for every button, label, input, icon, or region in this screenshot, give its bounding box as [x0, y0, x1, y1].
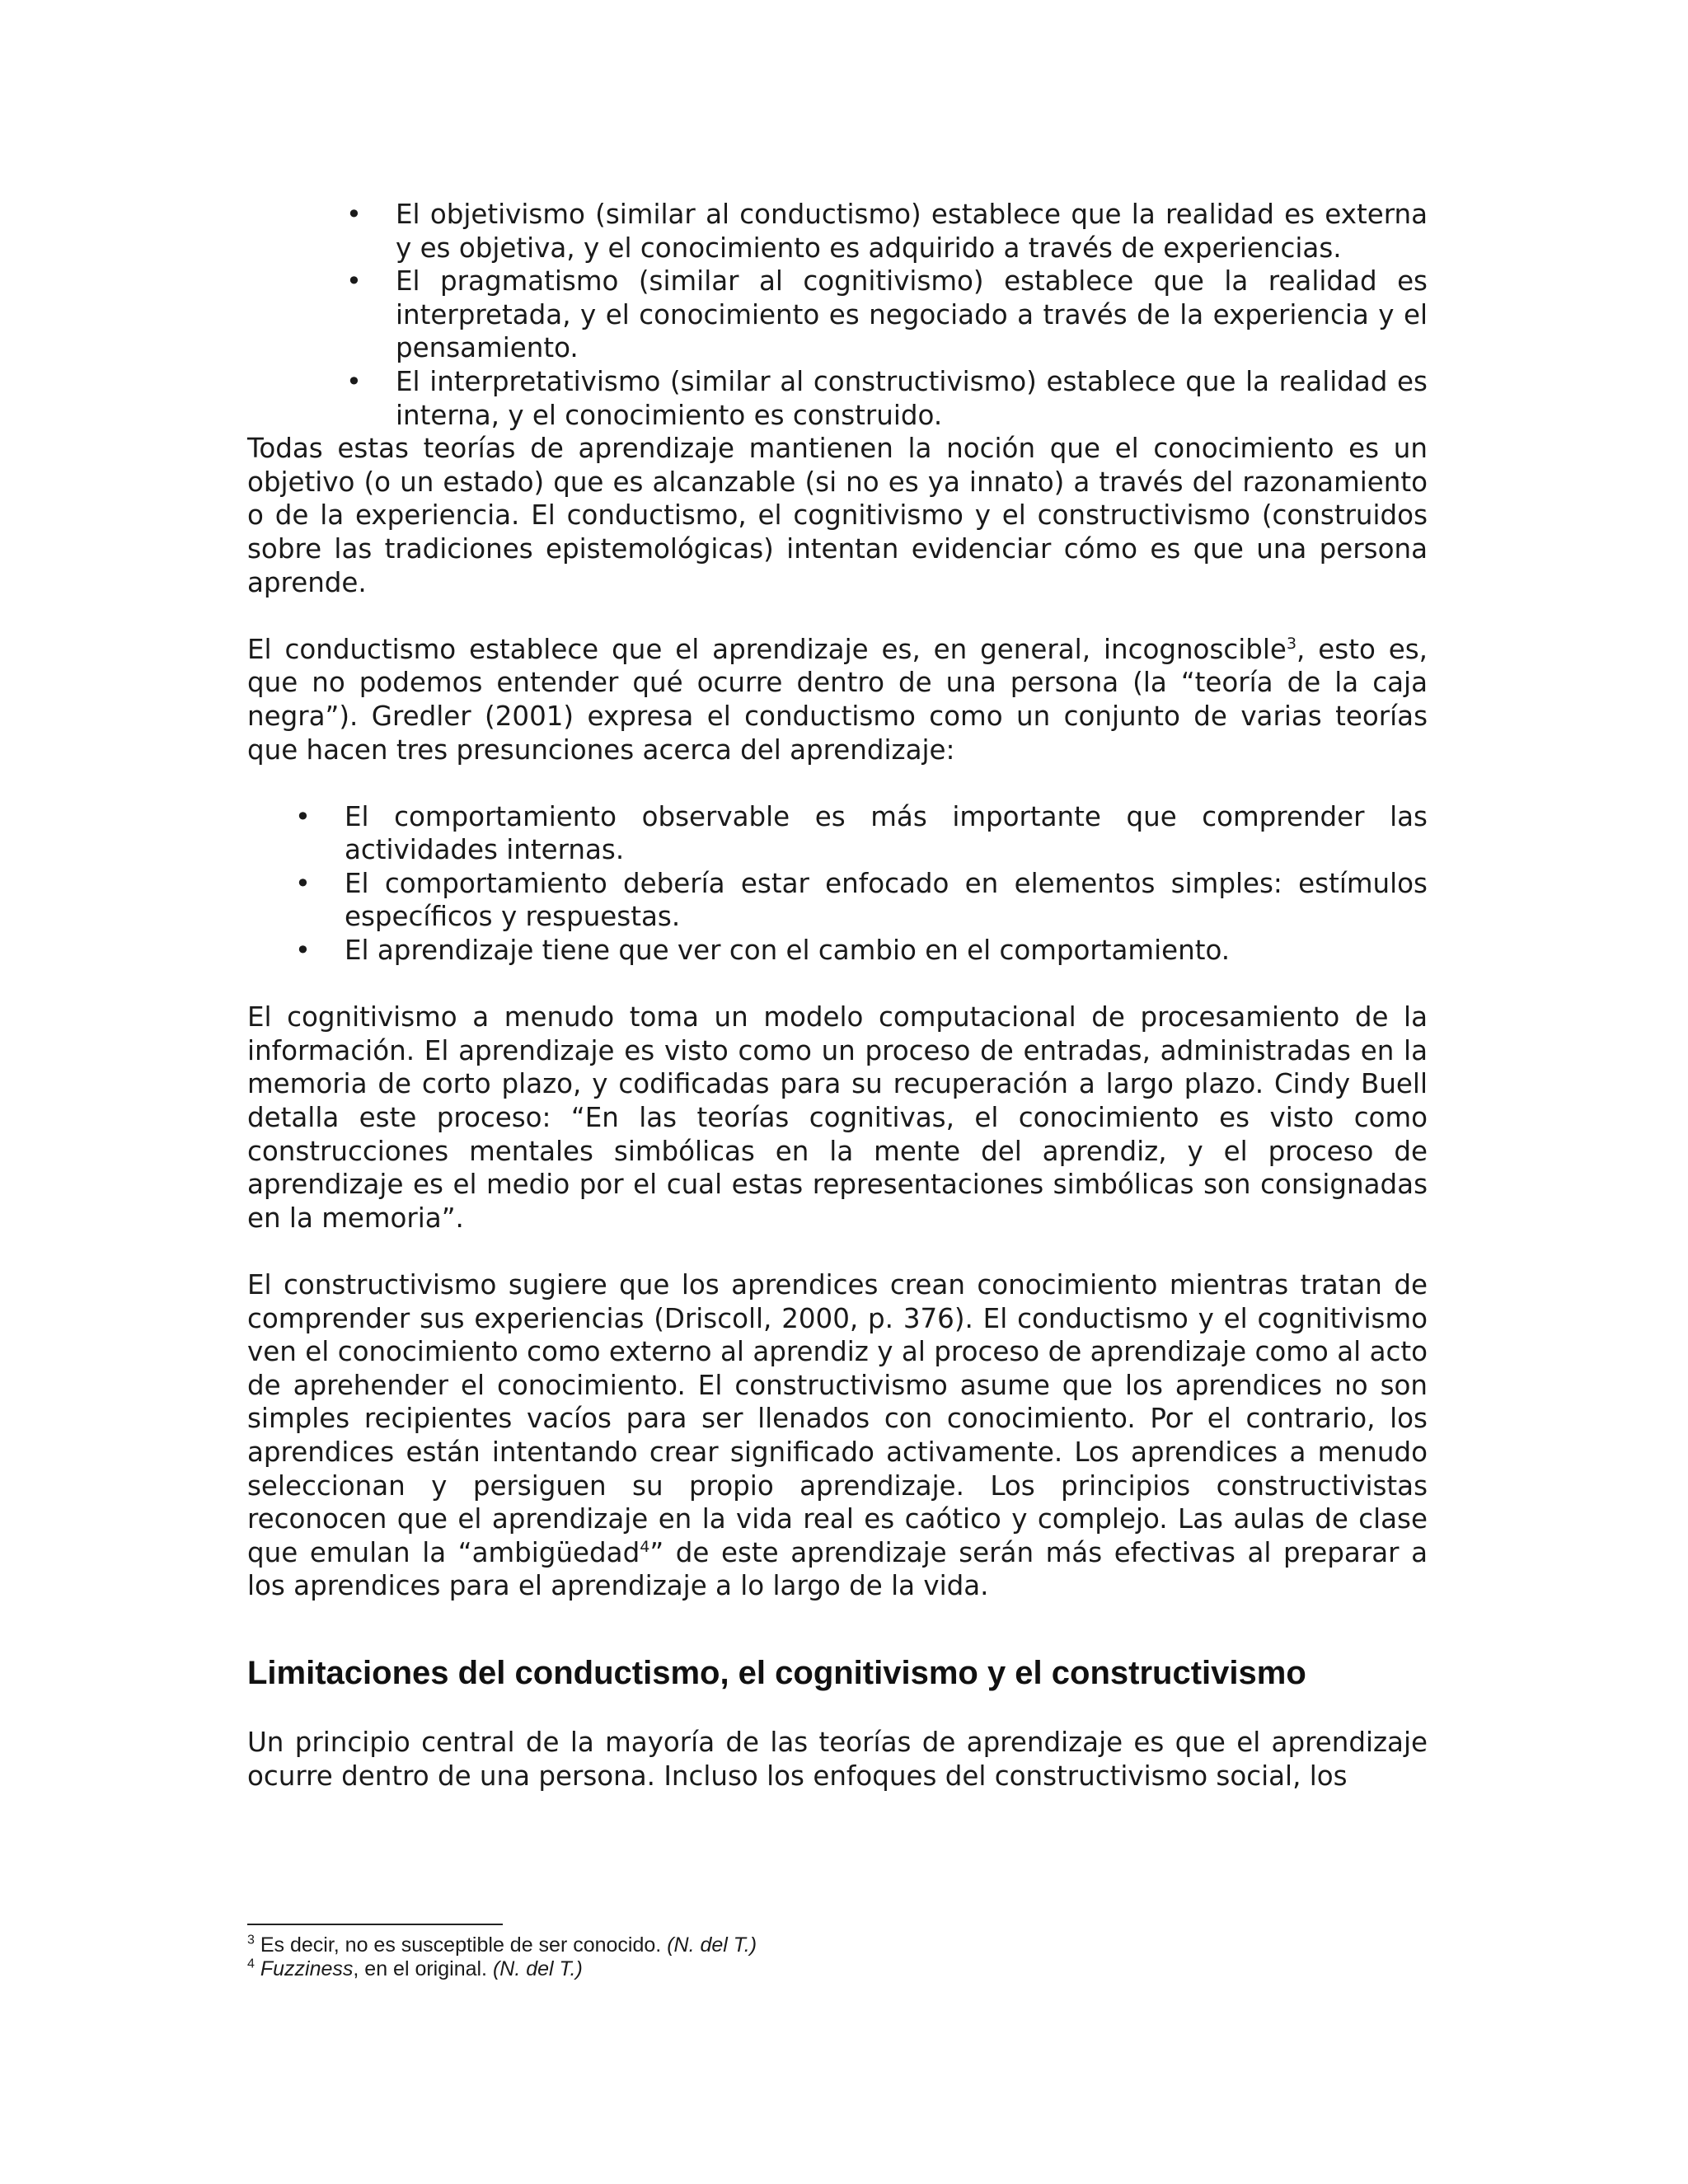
paragraph-text: El conductismo establece que el aprendizaje es, en general, incognoscible [247, 633, 1287, 665]
bullet-icon: • [295, 935, 311, 967]
footnote-4 [247, 1957, 1428, 1981]
bullet-icon: • [295, 800, 311, 832]
list-item-text: El aprendizaje tiene que ver con el cambio en el comportamiento. [345, 935, 1231, 967]
paragraph-text: ” de este aprendizaje serán más efectivas al preparar a los aprendices para el aprendizaje a lo largo de la vida. [247, 1536, 1428, 1602]
list-item-text: El comportamiento observable es más importante que comprender las actividades internas. [345, 800, 1428, 866]
list-item [247, 198, 1428, 265]
paragraph-behaviorism [247, 633, 1428, 766]
list-item [247, 265, 1428, 365]
paragraph-constructivism [247, 1268, 1428, 1603]
bullet-list-presumptions [247, 800, 1428, 968]
footnote-number: 4 [247, 1957, 255, 1971]
list-item-text: El interpretativismo (similar al constructivismo) establece que la realidad es interna, y el conocimiento es construido. [396, 365, 1428, 431]
page-content [247, 198, 1428, 1793]
bullet-icon: • [346, 199, 362, 230]
paragraph-text: El constructivismo sugiere que los aprendices crean conocimiento mientras tratan de comprender sus experiencias (Driscoll, 2000, p. 376). El conductismo y el cognitivismo ven el conocimiento como externo al aprendiz y al proceso de aprendizaje como al acto de aprehender el conocimiento. El constructivismo asume que los aprendices no son simples recipientes vacíos para ser llenados con conocimiento. Por el contrario, los aprendices están intentando crear significado activamente. Los aprendices a menudo seleccionan y persiguen su propio aprendizaje. Los principios constructivistas reconocen que el aprendizaje en la vida real es caótico y complejo. Las aulas de clase que emulan la “ambigüedad [247, 1269, 1428, 1568]
footnote-text: , en el original. [353, 1957, 493, 1980]
list-item-text: El pragmatismo (similar al cognitivismo) establece que la realidad es interpretada, y el conocimiento es negociado a través de la experiencia y el pensamiento. [396, 265, 1428, 364]
paragraph-limitations: Un principio central de la mayoría de las teorías de aprendizaje es que el aprendizaje ocurre dentro de una persona. Incluso los enfoques del constructivismo social, los [247, 1727, 1428, 1792]
bullet-icon: • [346, 365, 362, 397]
bullet-icon: • [346, 265, 362, 298]
footnote-ref: 4 [640, 1537, 650, 1556]
list-item-text: El comportamiento debería estar enfocado en elementos simples: estímulos específicos y respuestas. [345, 867, 1428, 933]
bullet-icon: • [295, 867, 311, 899]
paragraph-cognitivism: El cognitivismo a menudo toma un modelo computacional de procesamiento de la información. El aprendizaje es visto como un proceso de entradas, administradas en la memoria de corto plazo, y codificadas para su recuperación a largo plazo. Cindy Buell detalla este proceso: “En las teorías cognitivas, el conocimiento es visto como construcciones mentales simbólicas en la mente del aprendiz, y el proceso de aprendizaje es el medio por el cual estas representaciones simbólicas son consignadas en la memoria”. [247, 1001, 1428, 1234]
footnote-note: (N. del T.) [667, 1933, 757, 1957]
list-item [247, 365, 1428, 432]
list-item [247, 867, 1428, 934]
bullet-list-epistemologies [247, 198, 1428, 432]
list-item [247, 934, 1428, 968]
list-item-text: El objetivismo (similar al conductismo) establece que la realidad es externa y es objetiva, y el conocimiento es adquirido a través de experiencias. [396, 199, 1428, 264]
footnote-text: Es decir, no es susceptible de ser conocido. [254, 1933, 668, 1957]
footnote-note: (N. del T.) [492, 1957, 583, 1980]
footnotes [247, 1933, 1428, 1981]
paragraph-text: , esto es, que no podemos entender qué ocurre dentro de una persona (la “teoría de la caja negra”). Gredler (2001) expresa el conductismo como un conjunto de varias teorías que hacen tres presunciones acerca del aprendizaje: [247, 633, 1428, 766]
footnote-3 [247, 1933, 1428, 1957]
footnote-ref: 3 [1286, 634, 1297, 653]
footnote-divider [247, 1924, 503, 1925]
list-item [247, 800, 1428, 867]
paragraph-learning-theories: Todas estas teorías de aprendizaje mantienen la noción que el conocimiento es un objetivo (o un estado) que es alcanzable (si no es ya innato) a través del razonamiento o de la experiencia. El conductismo, el cognitivismo y el constructivismo (construidos sobre las tradiciones epistemológicas) intentan evidenciar cómo es que una persona aprende. [247, 433, 1428, 598]
footnote-term: Fuzziness [260, 1957, 354, 1980]
section-heading: Limitaciones del conductismo, el cognitivismo y el constructivismo [247, 1654, 1306, 1691]
footnote-number: 3 [247, 1933, 255, 1947]
